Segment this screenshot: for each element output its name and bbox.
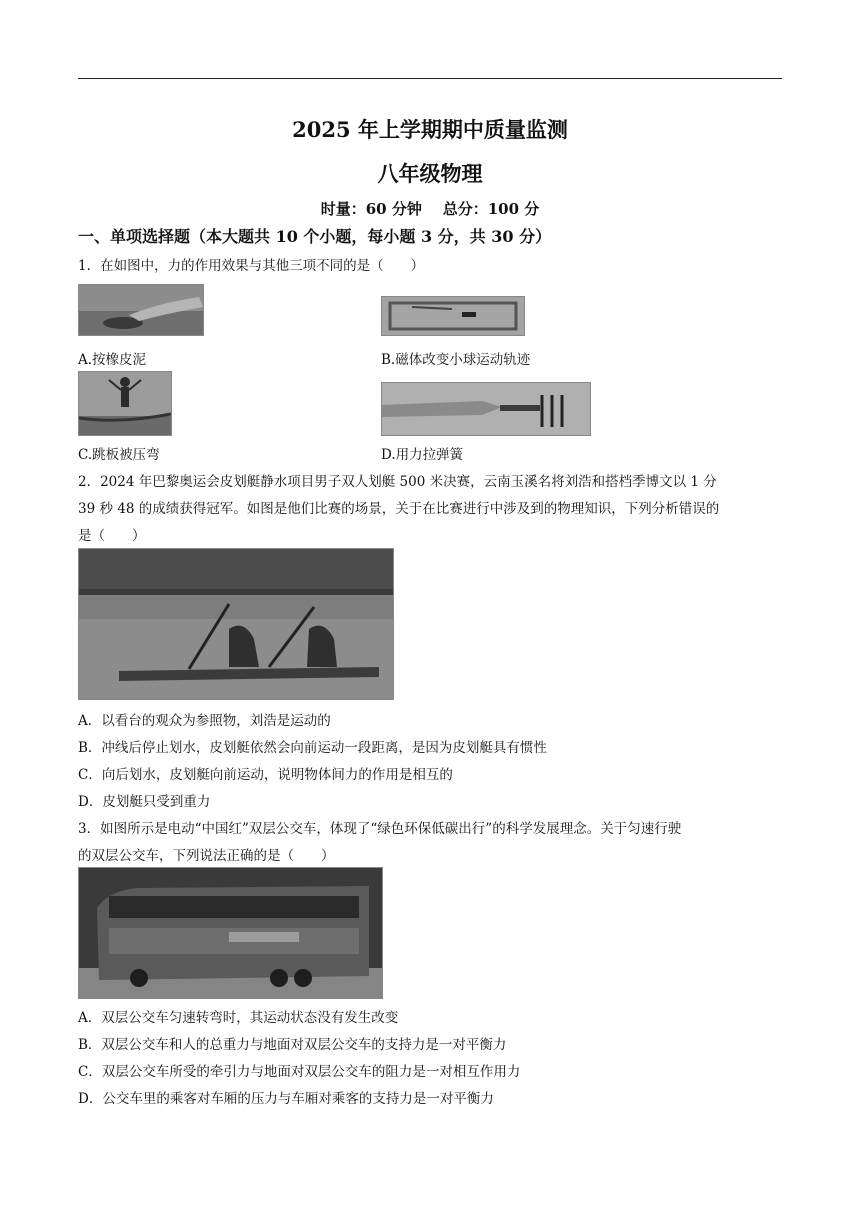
q2-option-b: B．冲线后停止划水，皮划艇依然会向前运动一段距离，是因为皮划艇具有惯性 [78, 740, 547, 756]
q3-stem-line-1: 3．如图所示是电动“中国红”双层公交车，体现了“绿色环保低碳出行”的科学发展理念。关于匀速行驶 [78, 821, 682, 837]
q2-stem-line-2: 39 秒 48 的成绩获得冠军。如图是他们比赛的场景，关于在比赛进行中涉及到的物理知识，下列分析错误的 [78, 501, 720, 517]
q1-option-d: D.用力拉弹簧 [381, 447, 464, 463]
section-heading: 一、单项选择题（本大题共 10 个小题，每小题 3 分，共 30 分） [78, 227, 552, 246]
q1-image-d [381, 382, 591, 436]
exam-subtitle: 八年级物理 [377, 161, 483, 186]
exam-meta: 时量：60 分钟 总分：100 分 [320, 200, 540, 218]
q1-option-c: C.跳板被压弯 [78, 447, 160, 463]
q2-stem-line-3: 是（ ） [78, 528, 146, 544]
q1-image-b [381, 296, 525, 336]
q1-option-a: A.按橡皮泥 [78, 352, 147, 368]
q1-image-c [78, 371, 172, 436]
q1-stem: 1．在如图中，力的作用效果与其他三项不同的是（ ） [78, 258, 425, 274]
q3-option-d: D．公交车里的乘客对车厢的压力与车厢对乘客的支持力是一对平衡力 [78, 1091, 494, 1107]
q3-stem-line-2: 的双层公交车，下列说法正确的是（ ） [78, 848, 335, 864]
q3-option-b: B．双层公交车和人的总重力与地面对双层公交车的支持力是一对平衡力 [78, 1037, 507, 1053]
q1-option-b: B.磁体改变小球运动轨迹 [381, 352, 531, 368]
q2-option-c: C．向后划水，皮划艇向前运动，说明物体间力的作用是相互的 [78, 767, 453, 783]
header-rule [78, 78, 782, 79]
q3-option-c: C．双层公交车所受的牵引力与地面对双层公交车的阻力是一对相互作用力 [78, 1064, 521, 1080]
q2-image-canoe [78, 548, 394, 700]
q2-option-a: A．以看台的观众为参照物，刘浩是运动的 [78, 713, 331, 729]
exam-title: 2025 年上学期期中质量监测 [292, 117, 568, 142]
q1-image-a [78, 284, 204, 336]
q2-stem-line-1: 2．2024 年巴黎奥运会皮划艇静水项目男子双人划艇 500 米决赛，云南玉溪名将刘浩和搭档季博文以 1 分 [78, 474, 717, 490]
q3-option-a: A．双层公交车匀速转弯时，其运动状态没有发生改变 [78, 1010, 399, 1026]
q3-image-bus [78, 867, 383, 999]
q2-option-d: D．皮划艇只受到重力 [78, 794, 211, 810]
